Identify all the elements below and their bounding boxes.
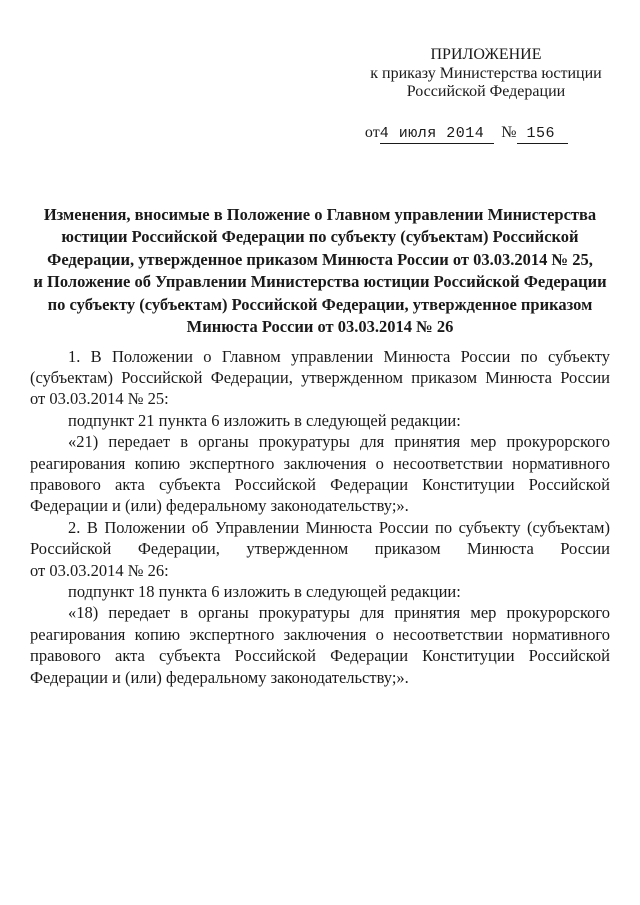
date-prefix-label: от: [364, 123, 380, 141]
title-line: Федерации, утвержденное приказом Минюста России от 03.03.2014 № 25,: [47, 249, 593, 269]
paragraph-quote-21: «21) передает в органы прокуратуры для принятия мер прокурорского реагирования копию экспертного заключения о несоответствии нормативного правового акта субъекта Российской Федерации Конституции Российской Федерации и (или) федеральному законодательству;».: [30, 432, 610, 516]
order-date-number-line: [0, 122, 640, 145]
appendix-label: ПРИЛОЖЕНИЕ: [430, 46, 542, 63]
paragraph-quote-18: «18) передает в органы прокуратуры для принятия мер прокурорского реагирования копию экспертного заключения о несоответствии нормативного правового акта субъекта Российской Федерации Конституции Российской Федерации и (или) федеральному законодательству;».: [30, 603, 610, 687]
title-line: и Положение об Управлении Министерства юстиции Российской Федерации: [33, 272, 607, 291]
number-sign-label: №: [501, 123, 517, 141]
order-number-value: 156: [517, 125, 568, 144]
document-body: [30, 346, 610, 689]
title-line: юстиции Российской Федерации по субъекту (субъектам) Российской: [61, 227, 579, 246]
title-line: Минюста России от 03.03.2014 № 26: [186, 317, 454, 336]
title-line: по субъекту (субъектам) Российской Федерации, утвержденное приказом: [47, 294, 593, 314]
paragraph-item-1: 1. В Положении о Главном управлении Минюста России по субъекту (субъектам) Российской Федерации, утвержденном приказом Минюста России от 03.03.2014 № 25:: [30, 346, 610, 409]
order-date-value: 4 июля 2014: [380, 125, 495, 144]
paragraph-item-2: 2. В Положении об Управлении Минюста России по субъекту (субъектам) Российской Федерации, утвержденном приказом Минюста России от 03.03.2014 № 26:: [30, 517, 610, 580]
appendix-subtitle-line-1: к приказу Министерства юстиции: [370, 64, 602, 82]
title-line: Изменения, вносимые в Положение о Главном управлении Министерства: [43, 204, 597, 224]
document-title: [0, 204, 640, 339]
paragraph-subitem-1: подпункт 21 пункта 6 изложить в следующей редакции:: [68, 410, 461, 430]
appendix-subtitle-line-2: Российской Федерации: [406, 83, 566, 100]
appendix-header: [356, 46, 616, 102]
paragraph-subitem-2: подпункт 18 пункта 6 изложить в следующей редакции:: [68, 581, 461, 601]
